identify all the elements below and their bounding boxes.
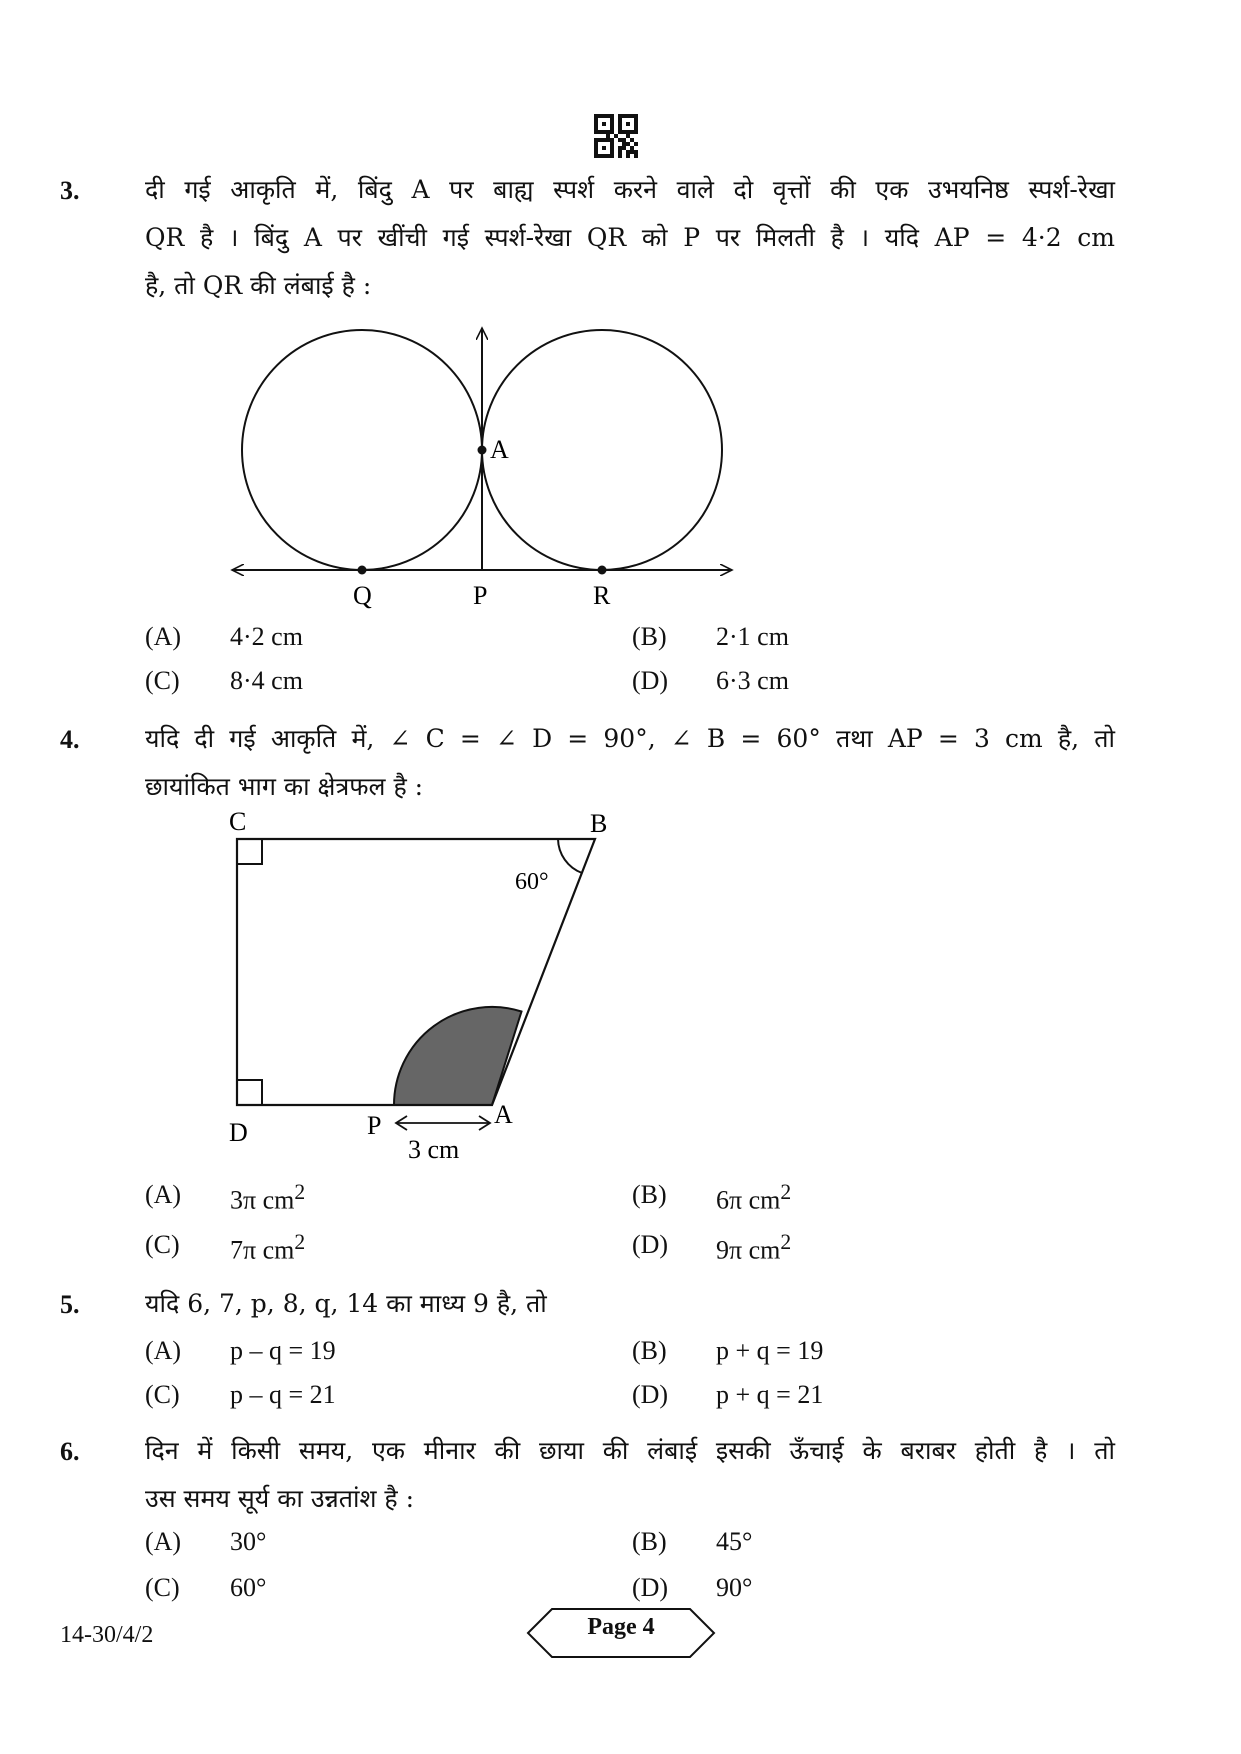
option-value — [230, 1180, 305, 1216]
option-value-text: 3π cm — [230, 1185, 295, 1215]
option-label: (C) — [145, 1230, 180, 1259]
label-b: B — [590, 809, 608, 838]
shaded-sector — [394, 1007, 522, 1105]
question-text — [145, 715, 1115, 811]
question-line: QR है । बिंदु A पर खींची गई स्पर्श-रेखा QR को P पर मिलती है । यदि AP = 4·2 cm — [145, 223, 1115, 252]
option-value-text: 7π cm — [230, 1235, 295, 1265]
option-value: 45° — [716, 1527, 753, 1556]
question-line: उस समय सूर्य का उन्नतांश है : — [145, 1484, 415, 1513]
question-line: यदि दी गई आकृति में, ∠ C = ∠ D = 90°, ∠ B = 60° तथा AP = 3 cm है, तो — [145, 724, 1115, 753]
label-angle: 60° — [515, 869, 549, 895]
right-angle-d — [237, 1080, 262, 1105]
option-label: (C) — [145, 1573, 180, 1602]
question-line: यदि 6, 7, p, 8, q, 14 का माध्य 9 है, तो — [145, 1289, 547, 1318]
question-line: है, तो QR की लंबाई है : — [145, 271, 372, 300]
option-value-exponent: 2 — [780, 1230, 792, 1254]
option-label: (D) — [632, 1380, 669, 1409]
right-angle-c — [237, 839, 262, 864]
option-label: (D) — [632, 1230, 669, 1259]
question-text — [145, 1280, 1115, 1328]
question-line: दी गई आकृति में, बिंदु A पर बाह्य स्पर्श करने वाले दो वृत्तों की एक उभयनिष्ठ स्पर्श-रेखा — [145, 175, 1115, 204]
question-number: 6. — [60, 1437, 80, 1466]
option-label: (A) — [145, 1527, 182, 1556]
point-q — [358, 566, 367, 575]
question-line: छायांकित भाग का क्षेत्रफल है : — [145, 772, 424, 801]
option-label: (C) — [145, 1380, 180, 1409]
option-label: (B) — [632, 1527, 667, 1556]
option-value — [716, 1180, 791, 1216]
option-value-text: 6π cm — [716, 1185, 781, 1215]
option-value — [230, 1230, 305, 1266]
option-value: 60° — [230, 1573, 267, 1602]
label-p: P — [367, 1111, 382, 1140]
option-label: (A) — [145, 1180, 182, 1209]
right-circle — [482, 330, 722, 570]
label-a: A — [494, 1100, 513, 1129]
option-value: 6·3 cm — [716, 666, 789, 695]
option-value: p – q = 19 — [230, 1336, 336, 1365]
option-label: (A) — [145, 1336, 182, 1365]
option-value-exponent: 2 — [294, 1230, 306, 1254]
option-label: (B) — [632, 1180, 667, 1209]
figure-trapezium — [200, 800, 640, 1170]
label-c: C — [229, 807, 247, 836]
qr-module — [634, 154, 638, 158]
option-value: 30° — [230, 1527, 267, 1556]
question-line: दिन में किसी समय, एक मीनार की छाया की लंबाई इसकी ऊँचाई के बराबर होती है । तो — [145, 1436, 1115, 1465]
label-p: P — [473, 581, 488, 610]
option-value-exponent: 2 — [780, 1180, 792, 1204]
option-label: (D) — [632, 1573, 669, 1602]
option-label: (C) — [145, 666, 180, 695]
label-q: Q — [353, 581, 372, 610]
option-value-exponent: 2 — [294, 1180, 306, 1204]
question-number: 4. — [60, 725, 80, 754]
question-text — [145, 1427, 1115, 1523]
option-label: (D) — [632, 666, 669, 695]
option-value: p + q = 19 — [716, 1336, 824, 1365]
option-value-text: 9π cm — [716, 1235, 781, 1265]
option-label: (B) — [632, 1336, 667, 1365]
point-r — [598, 566, 607, 575]
paper-code: 14-30/4/2 — [60, 1622, 154, 1648]
label-length: 3 cm — [408, 1135, 460, 1164]
option-value: 4·2 cm — [230, 622, 303, 651]
label-r: R — [593, 581, 611, 610]
angle-arc-b — [558, 839, 582, 873]
option-label: (B) — [632, 622, 667, 651]
option-value: 90° — [716, 1573, 753, 1602]
qr-code — [594, 114, 638, 158]
option-label: (A) — [145, 622, 182, 651]
question-text — [145, 166, 1115, 310]
option-value: 2·1 cm — [716, 622, 789, 651]
page-number: Page 4 — [587, 1614, 655, 1640]
label-d: D — [229, 1118, 248, 1147]
figure-tangent-circles — [220, 320, 740, 620]
question-number: 5. — [60, 1290, 80, 1319]
question-number: 3. — [60, 176, 80, 205]
option-value: p + q = 21 — [716, 1380, 824, 1409]
label-a: A — [490, 435, 509, 464]
option-value — [716, 1230, 791, 1266]
left-circle — [242, 330, 482, 570]
option-value: 8·4 cm — [230, 666, 303, 695]
option-value: p – q = 21 — [230, 1380, 336, 1409]
point-a — [478, 446, 487, 455]
